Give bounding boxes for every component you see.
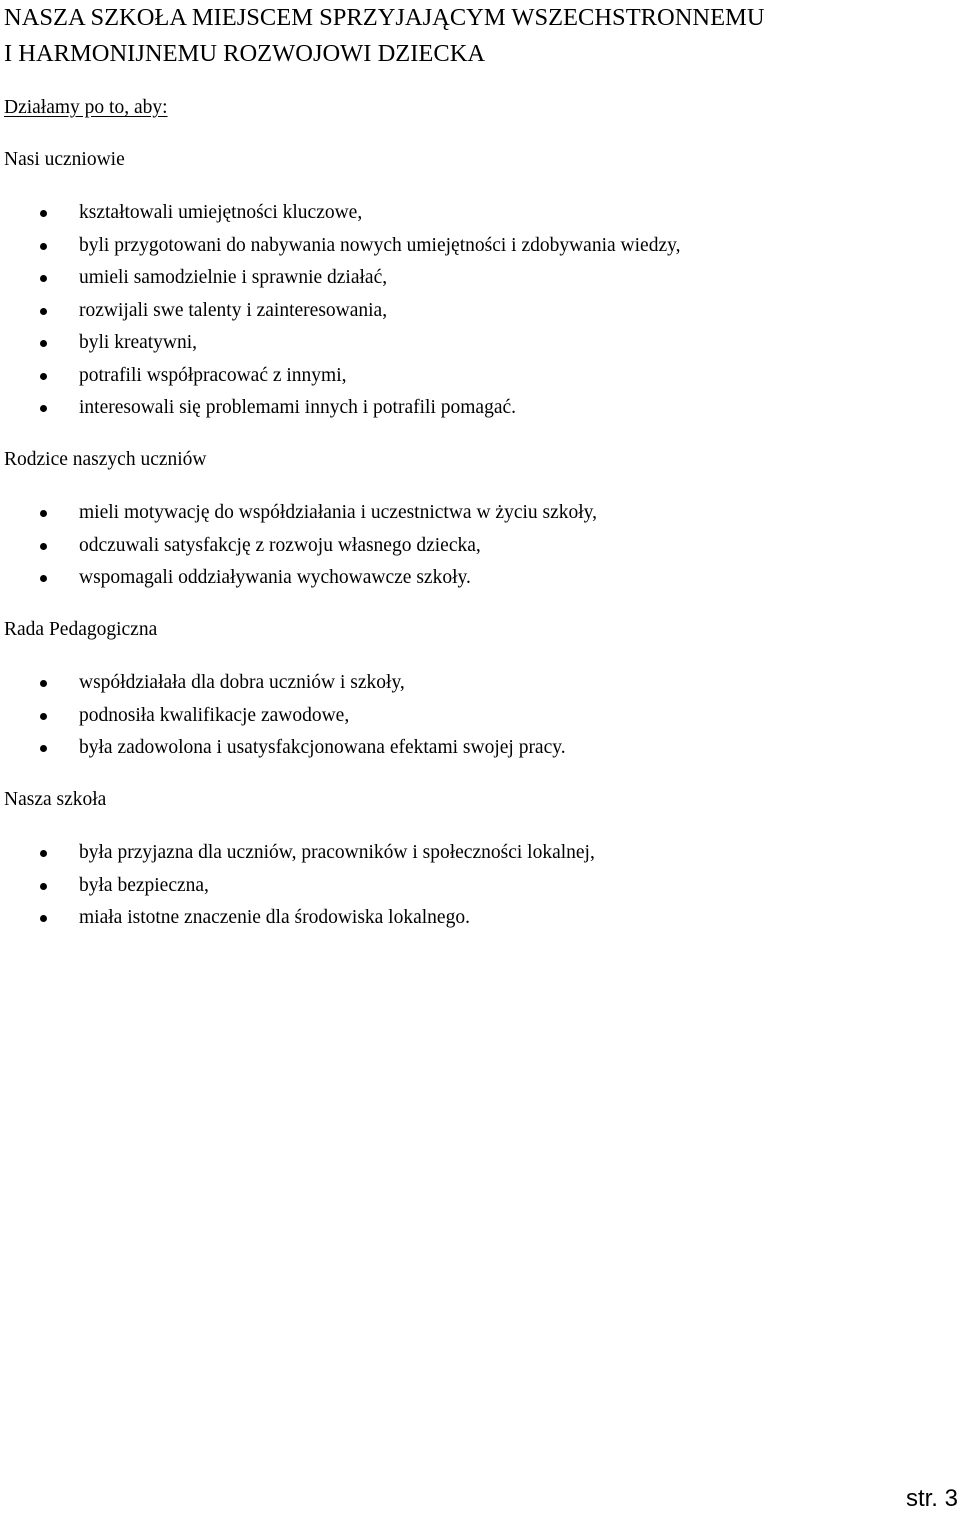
intro-text: Działamy po to, aby: (4, 97, 168, 118)
bullet-icon (40, 850, 47, 857)
bullet-icon (40, 405, 47, 412)
list-item (0, 530, 597, 563)
bullet-icon (40, 713, 47, 720)
bullet-icon (40, 543, 47, 550)
section-heading-parents: Rodzice naszych uczniów (4, 449, 207, 470)
list-item (0, 562, 597, 595)
list-item (0, 902, 595, 935)
list-item (0, 700, 566, 733)
page-number: str. 3 (905, 1485, 958, 1512)
teachers-council-bullet-list (0, 667, 566, 765)
section-heading-teachers-council: Rada Pedagogiczna (4, 619, 158, 640)
list-item-text: mieli motywację do współdziałania i uczestnictwa w życiu szkoły, (79, 502, 598, 523)
list-item-text: byli kreatywni, (79, 332, 198, 353)
list-item (0, 230, 680, 263)
list-item (0, 667, 566, 700)
list-item (0, 870, 595, 903)
bullet-icon (40, 680, 47, 687)
bullet-icon (40, 373, 47, 380)
bullet-icon (40, 575, 47, 582)
list-item (0, 327, 680, 360)
bullet-icon (40, 745, 47, 752)
list-item-text: byli przygotowani do nabywania nowych umiejętności i zdobywania wiedzy, (79, 234, 681, 256)
students-bullet-list (0, 197, 680, 425)
list-item-text: wspomagali oddziaływania wychowawcze szkoły. (79, 567, 471, 588)
list-item-text: była bezpieczna, (79, 874, 209, 896)
list-item-text: podnosiła kwalifikacje zawodowe, (79, 704, 350, 726)
list-item-text: rozwijali swe talenty i zainteresowania, (79, 299, 388, 321)
list-item-text: była przyjazna dla uczniów, pracowników i społeczności lokalnej, (79, 842, 595, 863)
document-title (4, 0, 765, 72)
list-item-text: potrafili współpracować z innymi, (79, 364, 347, 386)
list-item-text: miała istotne znaczenie dla środowiska lokalnego. (79, 907, 470, 928)
document-title-line-1: NASZA SZKOŁA MIEJSCEM SPRZYJAJĄCYM WSZECHSTRONNEMU (4, 4, 765, 31)
list-item (0, 360, 680, 393)
list-item (0, 837, 595, 870)
list-item-text: była zadowolona i usatysfakcjonowana efektami swojej pracy. (79, 737, 566, 758)
bullet-icon (40, 308, 47, 315)
list-item-text: umieli samodzielnie i sprawnie działać, (79, 267, 388, 288)
list-item-text: współdziałała dla dobra uczniów i szkoły, (79, 672, 405, 693)
list-item (0, 392, 680, 425)
list-item-text: interesowali się problemami innych i potrafili pomagać. (79, 397, 516, 418)
bullet-icon (40, 275, 47, 282)
bullet-icon (40, 210, 47, 217)
section-heading-our-school: Nasza szkoła (4, 789, 107, 810)
parents-bullet-list (0, 497, 597, 595)
list-item (0, 262, 680, 295)
our-school-bullet-list (0, 837, 595, 935)
bullet-icon (40, 510, 47, 517)
list-item (0, 732, 566, 765)
list-item (0, 197, 680, 230)
list-item-text: odczuwali satysfakcję z rozwoju własnego dziecka, (79, 534, 481, 556)
bullet-icon (40, 243, 47, 250)
bullet-icon (40, 340, 47, 347)
document-title-line-2: I HARMONIJNEMU ROZWOJOWI DZIECKA (4, 40, 486, 67)
bullet-icon (40, 883, 47, 890)
list-item-text: kształtowali umiejętności kluczowe, (79, 202, 363, 223)
list-item (0, 295, 680, 328)
bullet-icon (40, 915, 47, 922)
section-heading-students: Nasi uczniowie (4, 149, 125, 170)
list-item (0, 497, 597, 530)
